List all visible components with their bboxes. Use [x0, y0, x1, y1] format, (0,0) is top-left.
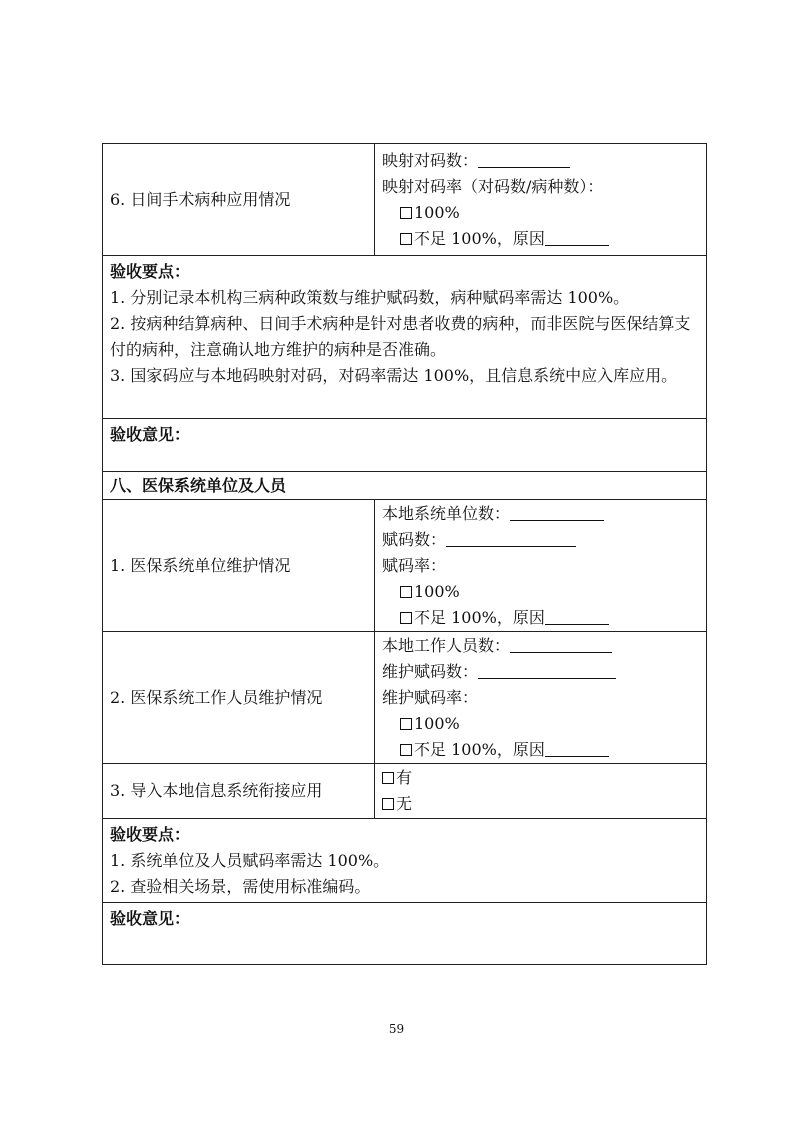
fill-blank[interactable]: [545, 231, 609, 246]
option-line: [382, 200, 706, 226]
checkbox[interactable]: [400, 233, 412, 245]
table-row: [103, 819, 707, 903]
table-row: [103, 632, 707, 764]
option-line: [382, 605, 706, 631]
detail-line: 维护赋码率：: [382, 687, 479, 707]
acceptance-points: [103, 256, 707, 419]
detail-line: [382, 148, 706, 174]
checkbox[interactable]: [400, 612, 412, 624]
option-label: 100%: [414, 581, 460, 601]
table-row: [103, 419, 707, 472]
points-title: 验收要点：: [110, 262, 191, 281]
detail-line: [382, 659, 706, 685]
point-item: 2. 查验相关场景，需使用标准编码。: [110, 877, 371, 896]
table-row: [103, 903, 707, 965]
option-line: [382, 791, 706, 817]
checkbox[interactable]: [400, 718, 412, 730]
section-heading: 八、医保系统单位及人员: [103, 472, 707, 500]
detail-line: 赋码率：: [382, 555, 447, 575]
acceptance-table: [102, 143, 707, 965]
field-label: 本地工作人员数：: [382, 635, 511, 655]
option-line: [382, 579, 706, 605]
field-label: 维护赋码数：: [382, 661, 479, 681]
point-item: 1. 分别记录本机构三病种政策数与维护赋码数，病种赋码率需达 100%。: [110, 288, 630, 307]
option-label: 100%: [414, 713, 460, 733]
field-label: 映射对码数：: [382, 150, 479, 170]
table-row: [103, 472, 707, 500]
opinion-title: 验收意见：: [103, 419, 707, 472]
field-label: 本地系统单位数：: [382, 503, 511, 523]
field-label: 赋码数：: [382, 529, 447, 549]
item-label: 6. 日间手术病种应用情况: [103, 144, 375, 256]
option-label: 不足 100%，原因: [414, 607, 545, 627]
table-row: [103, 500, 707, 632]
acceptance-points: [103, 819, 707, 903]
item-label: 2. 医保系统工作人员维护情况: [103, 632, 375, 764]
table-row: [103, 256, 707, 419]
checkbox[interactable]: [382, 772, 394, 784]
point-item: 2. 按病种结算病种、日间手术病种是针对患者收费的病种，而非医院与医保结算支付的病种，注意确认地方维护的病种是否准确。: [110, 314, 691, 359]
table-row: [103, 144, 707, 256]
detail-line: [382, 527, 706, 553]
fill-blank[interactable]: [510, 506, 604, 521]
option-label: 100%: [414, 202, 460, 222]
item-label: 3. 导入本地信息系统衔接应用: [103, 764, 375, 819]
item-label: 1. 医保系统单位维护情况: [103, 500, 375, 632]
option-label: 无: [396, 794, 413, 813]
option-line: [382, 737, 706, 763]
fill-blank[interactable]: [545, 610, 609, 625]
option-line: [382, 711, 706, 737]
page-number: 59: [388, 1022, 405, 1036]
fill-blank[interactable]: [545, 742, 609, 757]
fill-blank[interactable]: [478, 664, 616, 679]
checkbox[interactable]: [400, 207, 412, 219]
option-label: 有: [396, 768, 413, 787]
item-detail: [375, 764, 707, 819]
fill-blank[interactable]: [446, 532, 576, 547]
detail-line: 映射对码率（对码数/病种数）：: [382, 176, 604, 196]
points-title: 验收要点：: [110, 825, 191, 844]
opinion-title: 验收意见：: [103, 903, 707, 965]
item-detail: [375, 144, 707, 256]
fill-blank[interactable]: [510, 638, 612, 653]
option-label: 不足 100%，原因: [414, 739, 545, 759]
table-row: [103, 764, 707, 819]
item-detail: [375, 500, 707, 632]
fill-blank[interactable]: [478, 153, 570, 168]
detail-line: [382, 633, 706, 659]
point-item: 1. 系统单位及人员赋码率需达 100%。: [110, 851, 390, 870]
option-line: [382, 765, 706, 791]
point-item: 3. 国家码应与本地码映射对码，对码率需达 100%，且信息系统中应入库应用。: [110, 366, 678, 385]
checkbox[interactable]: [400, 744, 412, 756]
option-label: 不足 100%，原因: [414, 228, 545, 248]
checkbox[interactable]: [382, 798, 394, 810]
option-line: [382, 226, 706, 252]
checkbox[interactable]: [400, 586, 412, 598]
item-detail: [375, 632, 707, 764]
detail-line: [382, 501, 706, 527]
